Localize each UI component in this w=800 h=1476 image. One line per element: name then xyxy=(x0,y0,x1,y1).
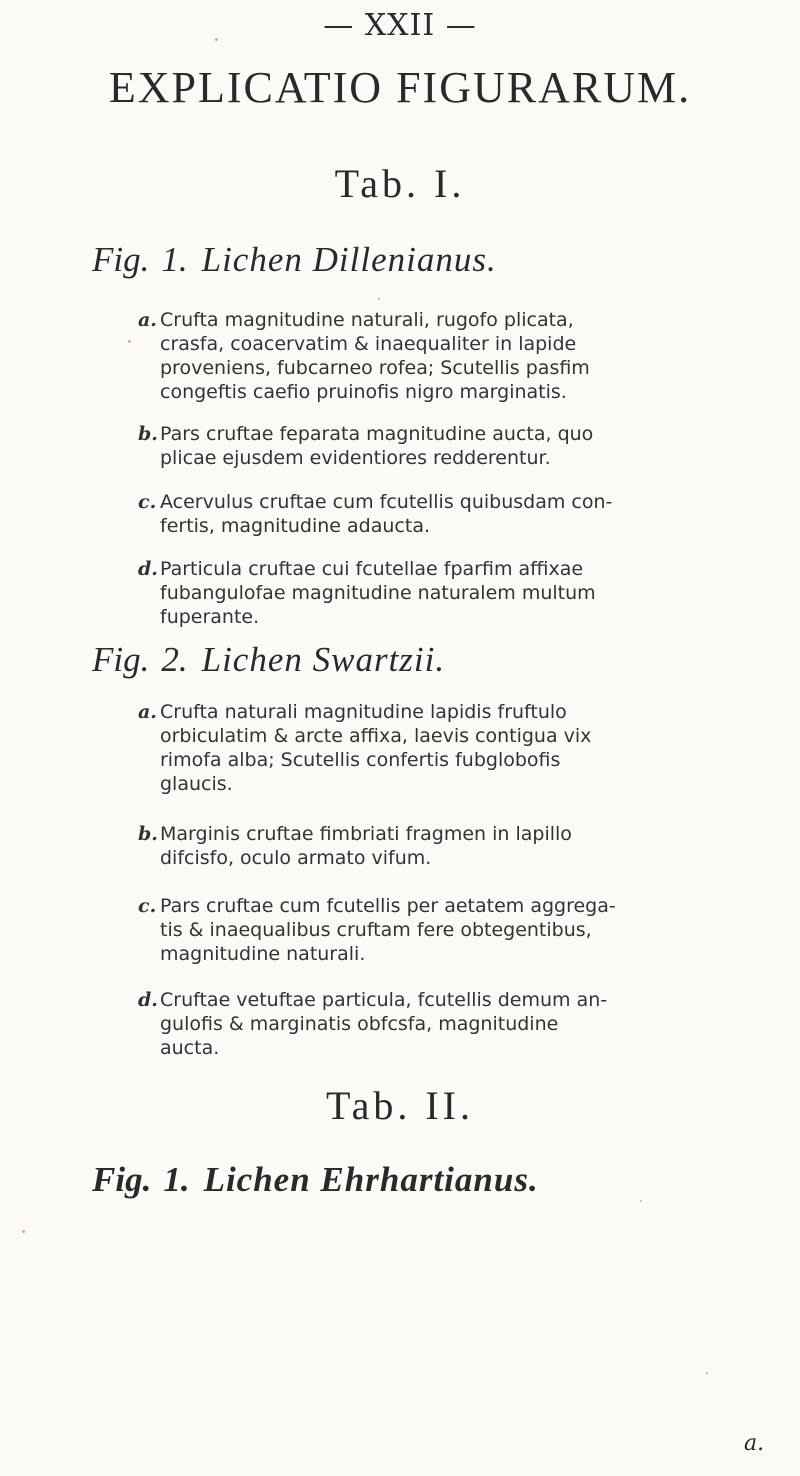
item-line: Marginis cruftae fimbriati fragmen in lapillo xyxy=(160,823,572,845)
fig-number: 1. xyxy=(161,240,188,279)
item-line: magnitudine naturali. xyxy=(160,943,366,965)
item-line: fuperante. xyxy=(160,606,260,628)
item-line: Crufta magnitudine naturali, rugofo plicata, xyxy=(160,309,574,331)
item-line: Crufta naturali magnitudine lapidis fruftulo xyxy=(160,701,567,723)
species-name: Lichen Ehrhartianus. xyxy=(203,1160,539,1199)
item-line: Acervulus cruftae cum fcutellis quibusdam con- xyxy=(160,491,613,513)
item-line: rimofa alba; Scutellis confertis fubglobofis xyxy=(160,749,561,771)
tab2-fig1-heading xyxy=(92,1160,539,1200)
item-line: Pars cruftae cum fcutellis per aetatem aggrega- xyxy=(160,895,616,917)
paper-speck xyxy=(22,1230,25,1233)
paper-speck xyxy=(215,38,218,41)
page-number: — XXII — xyxy=(323,8,477,43)
item-line: plicae ejusdem evidentiores redderentur. xyxy=(160,447,551,469)
tab1-fig1-item-c xyxy=(138,490,760,538)
fig-label: Fig. xyxy=(92,640,150,679)
tab-1-heading: Tab. I. xyxy=(334,161,466,206)
item-letter: d. xyxy=(138,558,158,580)
fig-label: Fig. xyxy=(92,240,150,279)
item-line: aucta. xyxy=(160,1037,220,1059)
catchword: a. xyxy=(744,1431,765,1456)
item-letter: b. xyxy=(138,823,158,845)
item-line: orbiculatim & arcte affixa, laevis contigua vix xyxy=(160,725,592,747)
tab1-fig2-item-b xyxy=(138,822,760,870)
item-line: difcisfo, oculo armato vifum. xyxy=(160,847,432,869)
item-line: crasfa, coacervatim & inaequaliter in lapide xyxy=(160,333,577,355)
item-line: fubangulofae magnitudine naturalem multum xyxy=(160,582,596,604)
item-line: fertis, magnitudine adaucta. xyxy=(160,515,430,537)
item-letter: b. xyxy=(138,423,158,445)
item-letter: c. xyxy=(138,491,157,513)
tab1-fig1-item-a xyxy=(138,308,760,404)
tab1-fig2-heading xyxy=(92,640,445,680)
tab1-fig1-item-d xyxy=(138,557,760,629)
tab1-fig2-item-c xyxy=(138,894,760,966)
species-name: Lichen Swartzii. xyxy=(201,640,446,679)
paper-speck xyxy=(640,1200,642,1202)
item-line: Pars cruftae feparata magnitudine aucta, quo xyxy=(160,423,594,445)
item-line: glaucis. xyxy=(160,773,233,795)
paper-speck xyxy=(128,340,131,343)
tab1-fig2-item-a xyxy=(138,700,760,796)
item-line: tis & inaequalibus cruftam fere obtegentibus, xyxy=(160,919,592,941)
fig-label: Fig. xyxy=(92,1160,152,1199)
tab-2-heading: Tab. II. xyxy=(325,1083,475,1128)
item-line: proveniens, fubcarneo rofea; Scutellis pasfim xyxy=(160,357,590,379)
item-letter: a. xyxy=(138,309,157,331)
tab1-fig1-heading xyxy=(92,240,497,280)
tab1-fig1-item-b xyxy=(138,422,760,470)
item-letter: c. xyxy=(138,895,157,917)
page-title: EXPLICATIO FIGURARUM. xyxy=(108,63,692,112)
tab1-fig2-item-d xyxy=(138,988,760,1060)
item-line: gulofis & marginatis obfcsfa, magnitudine xyxy=(160,1013,559,1035)
item-line: Cruftae vetuftae particula, fcutellis demum an- xyxy=(160,989,608,1011)
paper-speck xyxy=(378,298,380,300)
fig-number: 1. xyxy=(163,1160,190,1199)
species-name: Lichen Dillenianus. xyxy=(201,240,497,279)
item-line: congeftis caefio pruinofis nigro marginatis. xyxy=(160,381,567,403)
paper-speck xyxy=(706,1372,708,1374)
item-letter: d. xyxy=(138,989,158,1011)
item-line: Particula cruftae cui fcutellae fparfim affixae xyxy=(160,558,584,580)
fig-number: 2. xyxy=(161,640,188,679)
item-letter: a. xyxy=(138,701,157,723)
